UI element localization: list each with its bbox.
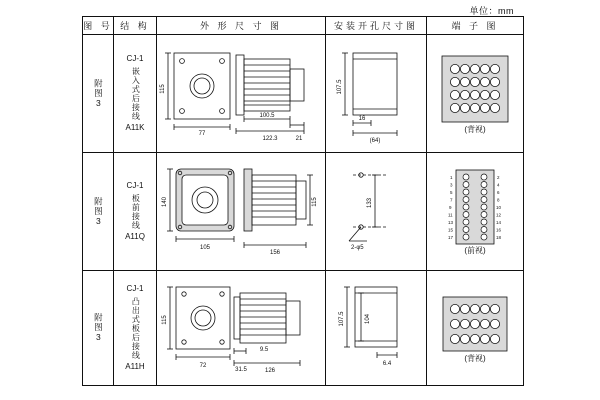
svg-text:17: 17 xyxy=(448,235,454,240)
cell-outline-2 xyxy=(157,153,326,271)
model-label-3: CJ-1 xyxy=(126,283,144,293)
table-row xyxy=(83,35,524,153)
table-row xyxy=(83,153,524,271)
svg-text:3: 3 xyxy=(450,182,453,188)
mount-hole-2: 2-φ5 xyxy=(351,245,364,251)
header-an-zhuang: 安装开孔尺寸图 xyxy=(326,17,427,35)
cell-tu-hao-3 xyxy=(83,271,114,386)
terminal-diagram-1 xyxy=(438,52,512,126)
terminal-caption-3: (背视) xyxy=(464,353,486,363)
svg-text:8: 8 xyxy=(497,197,500,203)
dim-width-2: 105 xyxy=(199,245,211,251)
tu-hao-label-1: 附图3 xyxy=(93,78,104,109)
model-label-1: CJ-1 xyxy=(126,53,144,63)
cell-tu-hao-1 xyxy=(83,35,114,153)
dim-depth-total-2: 156 xyxy=(269,250,281,256)
style-label-2: 板前接线 xyxy=(131,193,141,230)
dim-rear-2: 115 xyxy=(312,197,318,207)
code-label-3: A11H xyxy=(125,361,145,371)
cell-mount-2 xyxy=(326,153,427,271)
dim-height-1: 115 xyxy=(160,84,166,94)
dim-width-3: 72 xyxy=(199,363,207,369)
dim-depth-body-1: 100.5 xyxy=(259,113,275,119)
svg-text:6: 6 xyxy=(497,190,500,195)
svg-text:10: 10 xyxy=(496,205,502,210)
terminal-diagram-3 xyxy=(438,293,512,355)
model-label-2: CJ-1 xyxy=(126,180,144,190)
code-label-2: A11Q xyxy=(125,231,145,241)
mount-drawing-3 xyxy=(326,271,426,385)
terminal-caption-2: (前视) xyxy=(464,246,486,255)
cell-terminal-2 xyxy=(427,153,524,271)
outline-drawing-3 xyxy=(157,271,325,385)
svg-text:11: 11 xyxy=(448,212,453,218)
header-duan-zi: 端 子 图 xyxy=(427,17,524,35)
mount-height-3: 107.5 xyxy=(339,311,345,327)
dim-depth-total-1: 122.3 xyxy=(262,136,278,142)
dim-depth-total-3: 126 xyxy=(264,368,276,374)
mount-height-1: 107.5 xyxy=(337,79,343,95)
header-tu-hao: 图 号 xyxy=(83,17,114,35)
cell-terminal-3 xyxy=(427,271,524,386)
dim-height-3: 115 xyxy=(162,315,168,325)
svg-text:5: 5 xyxy=(450,190,453,195)
svg-text:2: 2 xyxy=(497,175,500,180)
mount-offset-1: (64) xyxy=(369,138,381,144)
terminal-caption-1: (背视) xyxy=(464,125,486,134)
svg-text:1: 1 xyxy=(450,175,453,180)
style-label-3: 凸出式板后接线 xyxy=(131,296,141,360)
header-wai-xing: 外 形 尺 寸 图 xyxy=(157,17,326,35)
cell-outline-1 xyxy=(157,35,326,153)
terminal-diagram-2 xyxy=(440,167,510,247)
cell-jie-gou-3 xyxy=(114,271,157,386)
svg-text:7: 7 xyxy=(450,197,453,203)
cell-mount-1 xyxy=(326,35,427,153)
cell-outline-3 xyxy=(157,271,326,386)
mount-drawing-1 xyxy=(326,35,426,152)
mount-height2-3: 104 xyxy=(365,313,371,325)
tu-hao-label-3: 附图3 xyxy=(93,313,104,343)
mount-height-2: 133 xyxy=(367,197,373,209)
cell-jie-gou-2 xyxy=(114,153,157,271)
style-label-1: 嵌入式后接线 xyxy=(131,66,141,121)
outline-drawing-1 xyxy=(157,35,325,152)
svg-text:4: 4 xyxy=(497,182,500,188)
mount-drawing-2 xyxy=(326,153,426,270)
svg-text:9: 9 xyxy=(449,205,452,210)
svg-text:18: 18 xyxy=(496,235,502,240)
svg-text:13: 13 xyxy=(448,220,454,225)
unit-note: 单位：mm xyxy=(469,6,514,16)
table-row xyxy=(83,271,524,386)
mount-width-1: 16 xyxy=(358,116,366,122)
tu-hao-label-2: 附图3 xyxy=(93,196,104,227)
dim-tail-3: 31.5 xyxy=(235,367,247,373)
svg-text:15: 15 xyxy=(448,227,454,233)
cell-terminal-1 xyxy=(427,35,524,153)
dim-mid-3: 9.5 xyxy=(259,347,269,353)
cell-jie-gou-1 xyxy=(114,35,157,153)
dim-width-1: 77 xyxy=(198,131,206,137)
cell-mount-3 xyxy=(326,271,427,386)
mount-width-3: 6.4 xyxy=(382,361,392,367)
dim-depth-tail-1: 21 xyxy=(295,136,303,142)
svg-text:12: 12 xyxy=(496,212,502,218)
outline-drawing-2 xyxy=(157,153,325,270)
spec-table xyxy=(82,16,524,386)
dim-height-2: 140 xyxy=(162,196,168,208)
svg-text:16: 16 xyxy=(496,227,502,233)
code-label-1: A11K xyxy=(125,122,145,132)
table-header-row xyxy=(83,17,524,35)
svg-text:14: 14 xyxy=(496,220,502,225)
cell-tu-hao-2 xyxy=(83,153,114,271)
header-jie-gou: 结 构 xyxy=(114,17,157,35)
